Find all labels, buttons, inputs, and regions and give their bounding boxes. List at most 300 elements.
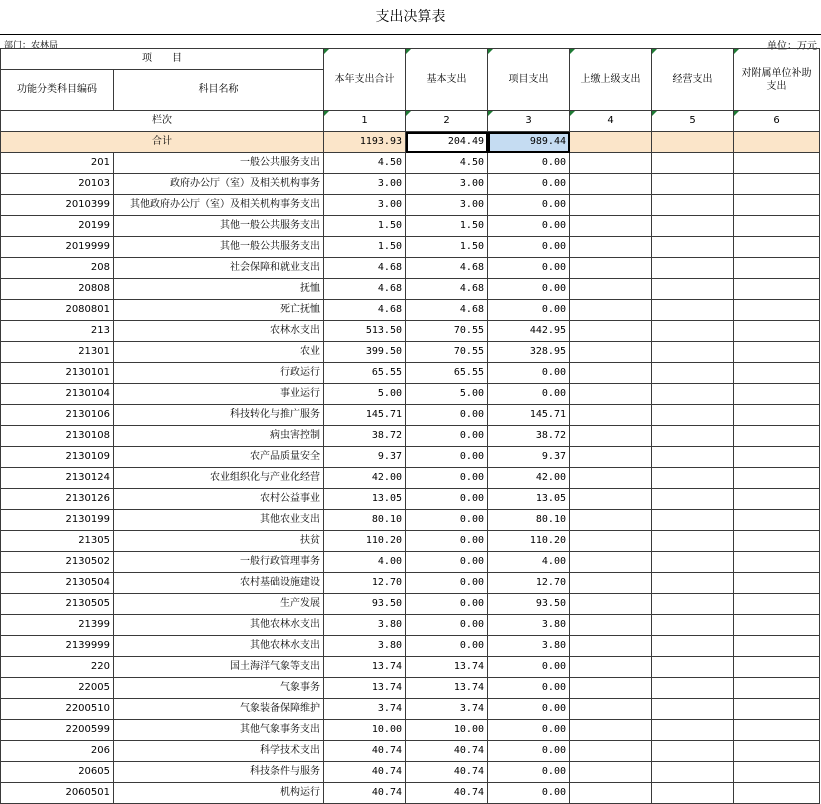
row-total-cell[interactable]: 1.50 [324,237,406,258]
col-index-2[interactable]: 2 [406,111,488,132]
col-header-total[interactable]: 本年支出合计 [324,49,406,111]
row-basic-cell[interactable]: 13.74 [406,678,488,699]
row-upper-cell[interactable] [570,615,652,636]
row-project-cell[interactable]: 13.05 [488,489,570,510]
table-row [1,783,820,804]
table-row [1,594,820,615]
row-subsidy-cell[interactable] [734,279,820,300]
row-total-cell[interactable]: 4.68 [324,300,406,321]
row-name-cell[interactable]: 科技条件与服务 [114,762,324,783]
row-name-cell[interactable]: 病虫害控制 [114,426,324,447]
title-divider [0,34,821,35]
row-name-cell[interactable]: 农村公益事业 [114,489,324,510]
col-index-1[interactable]: 1 [324,111,406,132]
row-total-cell[interactable]: 4.68 [324,279,406,300]
row-project-cell[interactable]: 0.00 [488,783,570,804]
row-basic-cell[interactable]: 0.00 [406,531,488,552]
col-index-3[interactable]: 3 [488,111,570,132]
row-business-cell[interactable] [652,153,734,174]
row-basic-cell[interactable]: 0.00 [406,552,488,573]
table-row [1,363,820,384]
table-row [1,153,820,174]
row-subsidy-cell[interactable] [734,321,820,342]
row-basic-cell[interactable]: 40.74 [406,783,488,804]
row-total-cell[interactable]: 3.74 [324,699,406,720]
table-row [1,615,820,636]
row-business-cell[interactable] [652,426,734,447]
row-basic-cell[interactable]: 4.68 [406,279,488,300]
row-name-cell[interactable]: 一般行政管理事务 [114,552,324,573]
row-name-cell[interactable]: 社会保障和就业支出 [114,258,324,279]
row-code-cell[interactable]: 2130109 [1,447,114,468]
row-subsidy-cell[interactable] [734,342,820,363]
row-code-cell[interactable]: 208 [1,258,114,279]
row-project-cell[interactable]: 80.10 [488,510,570,531]
row-project-cell[interactable]: 0.00 [488,384,570,405]
row-code-cell[interactable]: 2130106 [1,405,114,426]
row-basic-cell[interactable]: 1.50 [406,216,488,237]
col-header-subsidy[interactable]: 对附属单位补助支出 [734,49,820,111]
row-basic-cell[interactable]: 3.74 [406,699,488,720]
row-code-cell[interactable]: 220 [1,657,114,678]
col-index-5[interactable]: 5 [652,111,734,132]
row-total-cell[interactable]: 93.50 [324,594,406,615]
row-total-cell[interactable]: 38.72 [324,426,406,447]
total-cell-basic[interactable]: 204.49 [406,132,488,153]
row-project-cell[interactable]: 0.00 [488,300,570,321]
row-subsidy-cell[interactable] [734,699,820,720]
row-project-cell[interactable]: 0.00 [488,195,570,216]
row-subsidy-cell[interactable] [734,426,820,447]
row-name-cell[interactable]: 农业 [114,342,324,363]
row-code-cell[interactable]: 2080801 [1,300,114,321]
row-business-cell[interactable] [652,405,734,426]
row-upper-cell[interactable] [570,489,652,510]
row-name-cell[interactable]: 其他农林水支出 [114,615,324,636]
row-upper-cell[interactable] [570,258,652,279]
row-basic-cell[interactable]: 40.74 [406,762,488,783]
total-cell-project[interactable]: 989.44 [488,132,570,153]
table-row [1,300,820,321]
row-project-cell[interactable]: 9.37 [488,447,570,468]
row-business-cell[interactable] [652,594,734,615]
row-project-cell[interactable]: 3.80 [488,615,570,636]
row-code-cell[interactable]: 201 [1,153,114,174]
project-header[interactable]: 项 目 [1,49,324,70]
row-upper-cell[interactable] [570,678,652,699]
row-basic-cell[interactable]: 0.00 [406,573,488,594]
row-subsidy-cell[interactable] [734,384,820,405]
row-subsidy-cell[interactable] [734,657,820,678]
row-total-cell[interactable]: 12.70 [324,573,406,594]
col-header-name[interactable]: 科目名称 [114,70,324,111]
table-row [1,573,820,594]
table-row [1,762,820,783]
row-basic-cell[interactable]: 0.00 [406,594,488,615]
row-project-cell[interactable]: 93.50 [488,594,570,615]
row-upper-cell[interactable] [570,594,652,615]
row-code-cell[interactable]: 2130199 [1,510,114,531]
row-business-cell[interactable] [652,552,734,573]
row-upper-cell[interactable] [570,426,652,447]
row-name-cell[interactable]: 农业组织化与产业化经营 [114,468,324,489]
row-subsidy-cell[interactable] [734,447,820,468]
table-row [1,720,820,741]
row-business-cell[interactable] [652,363,734,384]
col-header-project[interactable]: 项目支出 [488,49,570,111]
table-row [1,195,820,216]
row-basic-cell[interactable]: 4.68 [406,300,488,321]
row-basic-cell[interactable]: 70.55 [406,321,488,342]
row-project-cell[interactable]: 145.71 [488,405,570,426]
table-row [1,531,820,552]
table-row [1,741,820,762]
row-total-cell[interactable]: 399.50 [324,342,406,363]
row-total-cell[interactable]: 65.55 [324,363,406,384]
row-project-cell[interactable]: 4.00 [488,552,570,573]
row-upper-cell[interactable] [570,384,652,405]
row-project-cell[interactable]: 0.00 [488,363,570,384]
table-row [1,552,820,573]
row-code-cell[interactable]: 21301 [1,342,114,363]
row-total-cell[interactable]: 4.50 [324,153,406,174]
row-project-cell[interactable]: 0.00 [488,657,570,678]
row-upper-cell[interactable] [570,342,652,363]
total-cell-subsidy[interactable] [734,132,820,153]
row-subsidy-cell[interactable] [734,762,820,783]
row-business-cell[interactable] [652,321,734,342]
unit-label: 单位：万元 [767,41,817,52]
row-project-cell[interactable]: 0.00 [488,762,570,783]
row-business-cell[interactable] [652,573,734,594]
row-code-cell[interactable]: 2130124 [1,468,114,489]
row-basic-cell[interactable]: 0.00 [406,426,488,447]
total-cell-total[interactable]: 1193.93 [324,132,406,153]
row-name-cell[interactable]: 一般公共服务支出 [114,153,324,174]
row-name-cell[interactable]: 其他农业支出 [114,510,324,531]
row-project-cell[interactable]: 12.70 [488,573,570,594]
row-upper-cell[interactable] [570,657,652,678]
table-row [1,510,820,531]
row-total-cell[interactable]: 3.00 [324,195,406,216]
row-project-cell[interactable]: 0.00 [488,258,570,279]
col-header-upper[interactable]: 上缴上级支出 [570,49,652,111]
row-upper-cell[interactable] [570,321,652,342]
row-basic-cell[interactable]: 0.00 [406,405,488,426]
table-row [1,174,820,195]
row-subsidy-cell[interactable] [734,573,820,594]
row-subsidy-cell[interactable] [734,489,820,510]
row-total-cell[interactable]: 13.05 [324,489,406,510]
row-business-cell[interactable] [652,174,734,195]
row-name-cell[interactable]: 扶贫 [114,531,324,552]
row-name-cell[interactable]: 气象装备保障维护 [114,699,324,720]
expenditure-table [0,48,820,804]
row-basic-cell[interactable]: 10.00 [406,720,488,741]
row-business-cell[interactable] [652,762,734,783]
row-upper-cell[interactable] [570,636,652,657]
row-subsidy-cell[interactable] [734,552,820,573]
row-total-cell[interactable]: 3.80 [324,615,406,636]
row-business-cell[interactable] [652,699,734,720]
row-upper-cell[interactable] [570,216,652,237]
row-code-cell[interactable]: 20103 [1,174,114,195]
row-total-cell[interactable]: 3.80 [324,636,406,657]
row-code-cell[interactable]: 20605 [1,762,114,783]
row-basic-cell[interactable]: 0.00 [406,636,488,657]
row-basic-cell[interactable]: 1.50 [406,237,488,258]
table-row [1,342,820,363]
row-upper-cell[interactable] [570,552,652,573]
row-name-cell[interactable]: 国土海洋气象等支出 [114,657,324,678]
row-business-cell[interactable] [652,741,734,762]
row-code-cell[interactable]: 21399 [1,615,114,636]
row-upper-cell[interactable] [570,531,652,552]
row-basic-cell[interactable]: 13.74 [406,657,488,678]
row-upper-cell[interactable] [570,510,652,531]
row-business-cell[interactable] [652,342,734,363]
row-subsidy-cell[interactable] [734,300,820,321]
row-subsidy-cell[interactable] [734,783,820,804]
row-basic-cell[interactable]: 5.00 [406,384,488,405]
row-project-cell[interactable]: 0.00 [488,216,570,237]
row-code-cell[interactable]: 22005 [1,678,114,699]
row-business-cell[interactable] [652,489,734,510]
row-name-cell[interactable]: 其他农林水支出 [114,636,324,657]
row-basic-cell[interactable]: 0.00 [406,615,488,636]
row-code-cell[interactable]: 2019999 [1,237,114,258]
row-code-cell[interactable]: 2200510 [1,699,114,720]
row-total-cell[interactable]: 40.74 [324,762,406,783]
row-project-cell[interactable]: 0.00 [488,279,570,300]
row-code-cell[interactable]: 20808 [1,279,114,300]
row-code-cell[interactable]: 2139999 [1,636,114,657]
row-total-cell[interactable]: 9.37 [324,447,406,468]
row-business-cell[interactable] [652,615,734,636]
row-business-cell[interactable] [652,720,734,741]
row-subsidy-cell[interactable] [734,636,820,657]
row-name-cell[interactable]: 抚恤 [114,279,324,300]
row-subsidy-cell[interactable] [734,510,820,531]
row-business-cell[interactable] [652,510,734,531]
row-code-cell[interactable]: 20199 [1,216,114,237]
row-subsidy-cell[interactable] [734,237,820,258]
row-subsidy-cell[interactable] [734,741,820,762]
row-name-cell[interactable]: 其他气象事务支出 [114,720,324,741]
row-basic-cell[interactable]: 4.50 [406,153,488,174]
total-cell-business[interactable] [652,132,734,153]
row-code-cell[interactable]: 206 [1,741,114,762]
row-project-cell[interactable]: 0.00 [488,678,570,699]
row-subsidy-cell[interactable] [734,153,820,174]
row-subsidy-cell[interactable] [734,216,820,237]
row-business-cell[interactable] [652,468,734,489]
row-name-cell[interactable]: 科学技术支出 [114,741,324,762]
row-project-cell[interactable]: 3.80 [488,636,570,657]
row-upper-cell[interactable] [570,195,652,216]
row-total-cell[interactable]: 145.71 [324,405,406,426]
row-total-cell[interactable]: 42.00 [324,468,406,489]
row-code-cell[interactable]: 2010399 [1,195,114,216]
row-business-cell[interactable] [652,678,734,699]
row-upper-cell[interactable] [570,699,652,720]
row-upper-cell[interactable] [570,447,652,468]
row-name-cell[interactable]: 其他一般公共服务支出 [114,237,324,258]
row-business-cell[interactable] [652,636,734,657]
table-row [1,258,820,279]
row-name-cell[interactable]: 行政运行 [114,363,324,384]
row-code-cell[interactable]: 2130104 [1,384,114,405]
table-row [1,279,820,300]
row-upper-cell[interactable] [570,363,652,384]
row-upper-cell[interactable] [570,741,652,762]
row-upper-cell[interactable] [570,783,652,804]
row-upper-cell[interactable] [570,153,652,174]
row-project-cell[interactable]: 110.20 [488,531,570,552]
row-subsidy-cell[interactable] [734,678,820,699]
row-code-cell[interactable]: 2130108 [1,426,114,447]
col-index-6[interactable]: 6 [734,111,820,132]
row-subsidy-cell[interactable] [734,468,820,489]
row-name-cell[interactable]: 科技转化与推广服务 [114,405,324,426]
row-name-cell[interactable]: 政府办公厅（室）及相关机构事务 [114,174,324,195]
row-name-cell[interactable]: 气象事务 [114,678,324,699]
row-business-cell[interactable] [652,216,734,237]
row-total-cell[interactable]: 80.10 [324,510,406,531]
row-business-cell[interactable] [652,531,734,552]
row-total-cell[interactable]: 40.74 [324,741,406,762]
row-index-label[interactable]: 栏次 [1,111,324,132]
row-name-cell[interactable]: 农林水支出 [114,321,324,342]
row-subsidy-cell[interactable] [734,720,820,741]
row-business-cell[interactable] [652,300,734,321]
row-upper-cell[interactable] [570,174,652,195]
row-subsidy-cell[interactable] [734,195,820,216]
row-name-cell[interactable]: 农产品质量安全 [114,447,324,468]
row-project-cell[interactable]: 42.00 [488,468,570,489]
row-project-cell[interactable]: 0.00 [488,153,570,174]
row-basic-cell[interactable]: 4.68 [406,258,488,279]
row-project-cell[interactable]: 0.00 [488,720,570,741]
row-business-cell[interactable] [652,384,734,405]
row-business-cell[interactable] [652,195,734,216]
col-header-basic[interactable]: 基本支出 [406,49,488,111]
row-total-cell[interactable]: 3.00 [324,174,406,195]
row-total-cell[interactable]: 1.50 [324,216,406,237]
row-basic-cell[interactable]: 40.74 [406,741,488,762]
row-total-cell[interactable]: 4.68 [324,258,406,279]
row-code-cell[interactable]: 2130126 [1,489,114,510]
row-project-cell[interactable]: 0.00 [488,237,570,258]
row-name-cell[interactable]: 其他政府办公厅（室）及相关机构事务支出 [114,195,324,216]
row-project-cell[interactable]: 442.95 [488,321,570,342]
table-row [1,657,820,678]
table-row [1,489,820,510]
table-row [1,636,820,657]
row-name-cell[interactable]: 生产发展 [114,594,324,615]
total-cell-upper[interactable] [570,132,652,153]
department-label: 部门：农林局 [4,41,59,51]
row-project-cell[interactable]: 0.00 [488,741,570,762]
row-code-cell[interactable]: 2130505 [1,594,114,615]
row-total-cell[interactable]: 40.74 [324,783,406,804]
row-business-cell[interactable] [652,279,734,300]
row-code-cell[interactable]: 2130101 [1,363,114,384]
row-name-cell[interactable]: 农村基础设施建设 [114,573,324,594]
row-subsidy-cell[interactable] [734,615,820,636]
header-row-1 [1,49,820,70]
col-header-business[interactable]: 经营支出 [652,49,734,111]
row-business-cell[interactable] [652,783,734,804]
row-name-cell[interactable]: 死亡抚恤 [114,300,324,321]
row-basic-cell[interactable]: 0.00 [406,447,488,468]
row-code-cell[interactable]: 2130504 [1,573,114,594]
row-subsidy-cell[interactable] [734,258,820,279]
total-label[interactable]: 合计 [1,132,324,153]
row-project-cell[interactable]: 0.00 [488,174,570,195]
row-subsidy-cell[interactable] [734,531,820,552]
row-basic-cell[interactable]: 0.00 [406,468,488,489]
row-name-cell[interactable]: 其他一般公共服务支出 [114,216,324,237]
row-project-cell[interactable]: 328.95 [488,342,570,363]
row-basic-cell[interactable]: 3.00 [406,174,488,195]
row-basic-cell[interactable]: 0.00 [406,489,488,510]
row-name-cell[interactable]: 事业运行 [114,384,324,405]
row-total-cell[interactable]: 13.74 [324,678,406,699]
row-basic-cell[interactable]: 0.00 [406,510,488,531]
row-total-cell[interactable]: 4.00 [324,552,406,573]
row-total-cell[interactable]: 110.20 [324,531,406,552]
row-code-cell[interactable]: 21305 [1,531,114,552]
row-basic-cell[interactable]: 3.00 [406,195,488,216]
row-total-cell[interactable]: 5.00 [324,384,406,405]
row-upper-cell[interactable] [570,468,652,489]
row-name-cell[interactable]: 机构运行 [114,783,324,804]
row-upper-cell[interactable] [570,279,652,300]
row-code-cell[interactable]: 213 [1,321,114,342]
table-row [1,678,820,699]
row-subsidy-cell[interactable] [734,594,820,615]
row-upper-cell[interactable] [570,405,652,426]
row-code-cell[interactable]: 2200599 [1,720,114,741]
sheet-title: 支出决算表 [375,9,446,25]
row-basic-cell[interactable]: 65.55 [406,363,488,384]
row-upper-cell[interactable] [570,573,652,594]
row-business-cell[interactable] [652,657,734,678]
col-header-code[interactable]: 功能分类科目编码 [1,70,114,111]
row-subsidy-cell[interactable] [734,405,820,426]
row-code-cell[interactable]: 2130502 [1,552,114,573]
index-row [1,111,820,132]
row-business-cell[interactable] [652,237,734,258]
row-project-cell[interactable]: 38.72 [488,426,570,447]
row-upper-cell[interactable] [570,762,652,783]
row-total-cell[interactable]: 10.00 [324,720,406,741]
row-subsidy-cell[interactable] [734,174,820,195]
row-basic-cell[interactable]: 70.55 [406,342,488,363]
row-upper-cell[interactable] [570,720,652,741]
row-total-cell[interactable]: 513.50 [324,321,406,342]
row-business-cell[interactable] [652,258,734,279]
col-index-4[interactable]: 4 [570,111,652,132]
row-code-cell[interactable]: 2060501 [1,783,114,804]
row-project-cell[interactable]: 0.00 [488,699,570,720]
row-upper-cell[interactable] [570,237,652,258]
row-business-cell[interactable] [652,447,734,468]
row-upper-cell[interactable] [570,300,652,321]
row-subsidy-cell[interactable] [734,363,820,384]
row-total-cell[interactable]: 13.74 [324,657,406,678]
